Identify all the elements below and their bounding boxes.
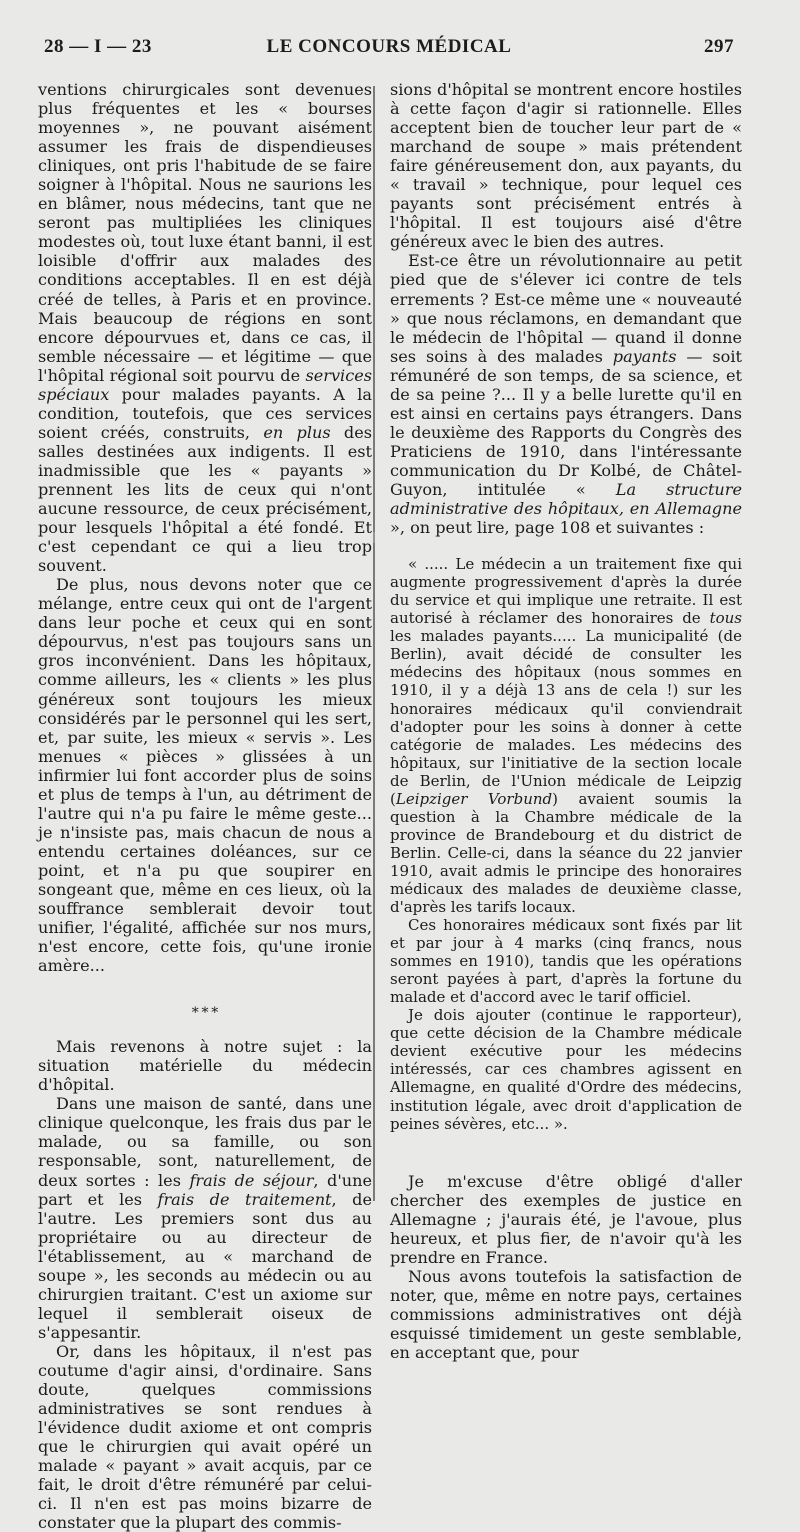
quote-paragraph: Ces honoraires médicaux sont fixés par lit et par jour à 4 marks (cinq francs, nous sommes en 1910), tandis que les opérations seront payées à part, d'après la fortune du malade et d'accord avec le tarif officiel. [390, 916, 742, 1007]
paragraph: Or, dans les hôpitaux, il n'est pas coutume d'agir ainsi, d'ordinaire. Sans doute, quelques commissions administratives se sont rendues à l'évidence dudit axiome et ont compris que le chirurgien qui avait opéré un malade « payant » avait acquis, par ce fait, le droit d'être rémunéré par celui-ci. Il n'en est pas moins bizarre de constater que la plupart des commis- [38, 1341, 372, 1532]
paragraph: De plus, nous devons noter que ce mélange, entre ceux qui ont de l'argent dans leur poche et ceux qui en sont dépourvus, n'est pas toujours sans un gros inconvénient. Dans les hôpitaux, comme ailleurs, les « clients » les plus généreux sont toujours les mieux considérés par le personnel qui les sert, et, par suite, les mieux « servis ». Les menues « pièces » glissées à un infirmier lui font accorder plus de soins et plus de temps à l'un, au détriment de l'autre qui n'a pu faire le même geste... je n'insiste pas, mais chacun de nous a entendu certaines doléances, sur ce point, et n'a pu que soupirer en songeant que, même en ces lieux, où la souffrance semblerait devoir tout unifier, l'égalité, affichée sur nos murs, n'est encore, cette fois, qu'une ironie amère... [38, 575, 372, 976]
spacer [390, 537, 742, 555]
paragraph: Mais revenons à notre sujet : la situation matérielle du médecin d'hôpital. [38, 1037, 372, 1095]
journal-title: LE CONCOURS MÉDICAL [266, 36, 512, 57]
paragraph: Est-ce être un révolutionnaire au petit pied que de s'élever ici contre de tels errements ? Est-ce même une « nouveauté » que nous réclamons, en demandant que le médecin de l'hôpital — quand il donne ses soins à des malades payants — soit rémunéré de son temps, de sa science, et de sa peine ?... Il y a belle lurette qu'il en est ainsi en certains pays étrangers. Dans le deuxième des Rapports du Congrès des Praticiens de 1910, dans l'intéressante communication du Dr Kolbé, de Châtel-Guyon, intitulée « La structure administrative des hôpitaux, en Allemagne », on peut lire, page 108 et suivantes : [390, 251, 742, 538]
column-divider [373, 86, 375, 1201]
paragraph: ventions chirurgicales sont devenues plus fréquentes et les « bourses moyennes », ne pouvant aisément assumer les frais de dispendieuses cliniques, ont pris l'habitude de se faire soigner à l'hôpital. Nous ne saurions les en blâmer, nous médecins, tant que ne seront pas multipliées les cliniques modestes où, tout luxe étant banni, il est loisible d'offrir aux malades des conditions acceptables. Il en est déjà créé de telles, à Paris et en province. Mais beaucoup de régions en sont encore dépourvues et, dans ce cas, il semble nécessaire — et légitime — que l'hôpital régional soit pourvu de services spéciaux pour malades payants. A la condition, toutefois, que ces services soient créés, construits, en plus des salles destinées aux indigents. Il est inadmissible que les « payants » prennent les lits de ceux qui n'ont aucune ressource, de ceux précisément, pour lesquels l'hôpital a été fondé. Et c'est cependant ce qui a lieu trop souvent. [38, 80, 372, 576]
paragraph: Je m'excuse d'être obligé d'aller chercher des exemples de justice en Allemagne ; j'aurais été, je l'avoue, plus heureux, et plus fier, de n'avoir qu'à les prendre en France. [390, 1171, 742, 1267]
paragraph: Dans une maison de santé, dans une clinique quelconque, les frais dus par le malade, ou sa famille, ou son responsable, sont, naturellement, de deux sortes : les frais de séjour, d'une part et les frais de traitement, de l'autre. Les premiers sont dus au propriétaire ou au directeur de l'établissement, au « marchand de soupe », les seconds au médecin ou au chirurgien traitant. C'est un axiome sur lequel il semblerait oiseux de s'appesantir. [38, 1094, 373, 1342]
left-column [38, 80, 372, 1532]
quote-paragraph: « ..... Le médecin a un traitement fixe qui augmente progressivement d'après la durée du service et qui implique une retraite. Il est autorisé à réclamer des honoraires de tous les malades payants..... La municipalité (de Berlin), avait décidé de consulter les médecins des hôpitaux (nous sommes en 1910, il y a déjà 13 ans de cela !) sur les honoraires médicaux qu'il conviendrait d'adopter pour les soins à donner à cette catégorie de malades. Les médecins des hôpitaux, sur l'initiative de la section locale de Berlin, de l'Union médicale de Leipzig (Leipziger Vorbund) avaient soumis la question à la Chambre médicale de la province de Brandebourg et du district de Berlin. Celle-ci, dans la séance du 22 janvier 1910, avait admis le principe des honoraires médicaux des malades de deuxième classe, d'après les tarifs locaux. [390, 555, 742, 917]
page-number: 297 [704, 36, 734, 57]
page-header [44, 36, 734, 64]
section-separator: * * * [191, 1005, 219, 1022]
block-quote [390, 555, 742, 1133]
right-column [390, 80, 742, 1362]
quote-paragraph: Je dois ajouter (continue le rapporteur), que cette décision de la Chambre médicale devient exécutive pour les médecins intéressés, car ces chambres agissent en Allemagne, en qualité d'Ordre des médecins, institution légale, avec droit d'application de peines sévères, etc... ». [390, 1006, 742, 1133]
issue-date: 28 — I — 23 [44, 36, 152, 57]
paragraph: sions d'hôpital se montrent encore hostiles à cette façon d'agir si rationnelle. Elles acceptent bien de toucher leur part de « marchand de soupe » mais prétendent faire généreusement don, aux payants, du « travail » technique, pour lequel ces payants sont précisément entrés à l'hôpital. Il est toujours aisé d'être généreux avec le bien des autres. [390, 80, 742, 252]
spacer [390, 1133, 742, 1172]
paragraph: Nous avons toutefois la satisfaction de noter, que, même en notre pays, certaines commissions administratives ont déjà esquissé timidement un geste semblable, en acceptant que, pour [390, 1266, 742, 1363]
